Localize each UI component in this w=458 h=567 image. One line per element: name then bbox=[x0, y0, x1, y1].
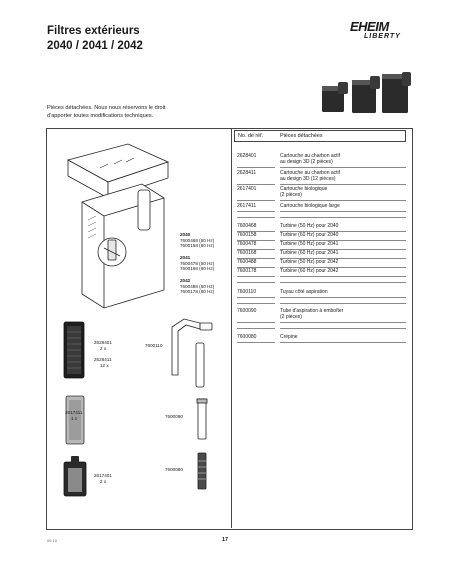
strainer-label: 7600080 bbox=[165, 467, 183, 472]
row-desc: Turbine (60 Hz) pour 2040 bbox=[280, 232, 339, 238]
page-title bbox=[47, 24, 143, 54]
row-ref: 7600468 bbox=[237, 223, 257, 229]
product-photo bbox=[318, 72, 412, 116]
brand-logo bbox=[350, 21, 412, 41]
row-desc: Crépine bbox=[280, 334, 298, 340]
row-ref: 7600158 bbox=[237, 232, 257, 238]
page-number: 17 bbox=[222, 537, 229, 543]
row-desc: Tube d'aspiration à emboîter (2 pièces) bbox=[280, 308, 344, 321]
intro-line-2: d'apporter toutes modifications techniques. bbox=[47, 112, 154, 119]
intro-line-1: Pièces détachées. Nous nous réservons le droit bbox=[47, 105, 166, 111]
hose-label: 7600110 bbox=[145, 343, 163, 348]
cartridge-4-label: 2617401 2 x bbox=[94, 473, 112, 484]
suction-hose bbox=[172, 319, 212, 387]
row-ref: 2628411 bbox=[237, 170, 257, 176]
frame-divider bbox=[231, 128, 232, 528]
col-ref: No. de réf. bbox=[238, 133, 264, 139]
model-2040-label: 2040 7600468 (50 Hz) 7600158 (60 Hz) bbox=[180, 232, 215, 249]
row-desc: Turbine (50 Hz) pour 2040 bbox=[280, 223, 339, 229]
tube-label: 7600090 bbox=[165, 414, 183, 419]
row-desc: Turbine (60 Hz) pour 2041 bbox=[280, 250, 339, 256]
filter-photo-large bbox=[382, 72, 411, 113]
row-desc: Turbine (60 Hz) pour 2042 bbox=[280, 268, 339, 274]
table-header bbox=[234, 130, 406, 142]
row-ref: 2617401 bbox=[237, 186, 257, 192]
row-desc: Cartouche biologique large bbox=[280, 203, 340, 209]
row-ref: 7600168 bbox=[237, 250, 257, 256]
row-ref: 7600080 bbox=[237, 334, 257, 340]
logo-sub: LIBERTY bbox=[364, 33, 401, 40]
row-desc: Turbine (50 Hz) pour 2042 bbox=[280, 259, 339, 265]
suction-tube bbox=[197, 399, 207, 439]
strainer bbox=[198, 453, 206, 489]
row-ref: 2628401 bbox=[237, 153, 257, 159]
row-desc: Tuyau côté aspiration bbox=[280, 289, 328, 295]
row-desc: Cartouche au charbon actif au design 3D (2 pièces) bbox=[280, 153, 341, 166]
row-ref: 2617411 bbox=[237, 203, 257, 209]
carbon-cartridge bbox=[64, 322, 84, 378]
row-desc: Turbine (50 Hz) pour 2041 bbox=[280, 241, 339, 247]
row-ref: 7600178 bbox=[237, 268, 257, 274]
filter-photo-medium bbox=[352, 76, 380, 113]
title-line-1: Filtres extérieurs bbox=[47, 25, 140, 37]
row-ref: 7600110 bbox=[237, 289, 257, 295]
cartridge-1-label: 2628401 2 x bbox=[94, 340, 112, 351]
title-line-2: 2040 / 2041 / 2042 bbox=[47, 40, 143, 52]
model-2041-label: 2041 7600478 (50 Hz) 7600168 (60 Hz) bbox=[180, 255, 215, 272]
logo-brand: EHEIM bbox=[350, 19, 389, 34]
intro-text bbox=[47, 105, 227, 120]
col-desc: Pièces détachées bbox=[280, 133, 323, 139]
footer-code: 09.10 bbox=[47, 538, 58, 543]
row-desc: Cartouche au charbon actif au design 3D (12 pièces) bbox=[280, 170, 341, 183]
bio-cartridge bbox=[64, 456, 86, 496]
cartridge-3-label: 2617411 1 x bbox=[65, 410, 83, 421]
model-2042-label: 2042 7600488 (50 Hz) 7600178 (60 Hz) bbox=[180, 278, 215, 295]
row-ref: 7600090 bbox=[237, 308, 257, 314]
row-desc: Cartouche biologique (2 pièces) bbox=[280, 186, 328, 199]
filter-drawing bbox=[60, 140, 180, 315]
cartridge-2-label: 2628411 12 x bbox=[94, 357, 112, 368]
row-ref: 7600478 bbox=[237, 241, 257, 247]
row-ref: 7600488 bbox=[237, 259, 257, 265]
